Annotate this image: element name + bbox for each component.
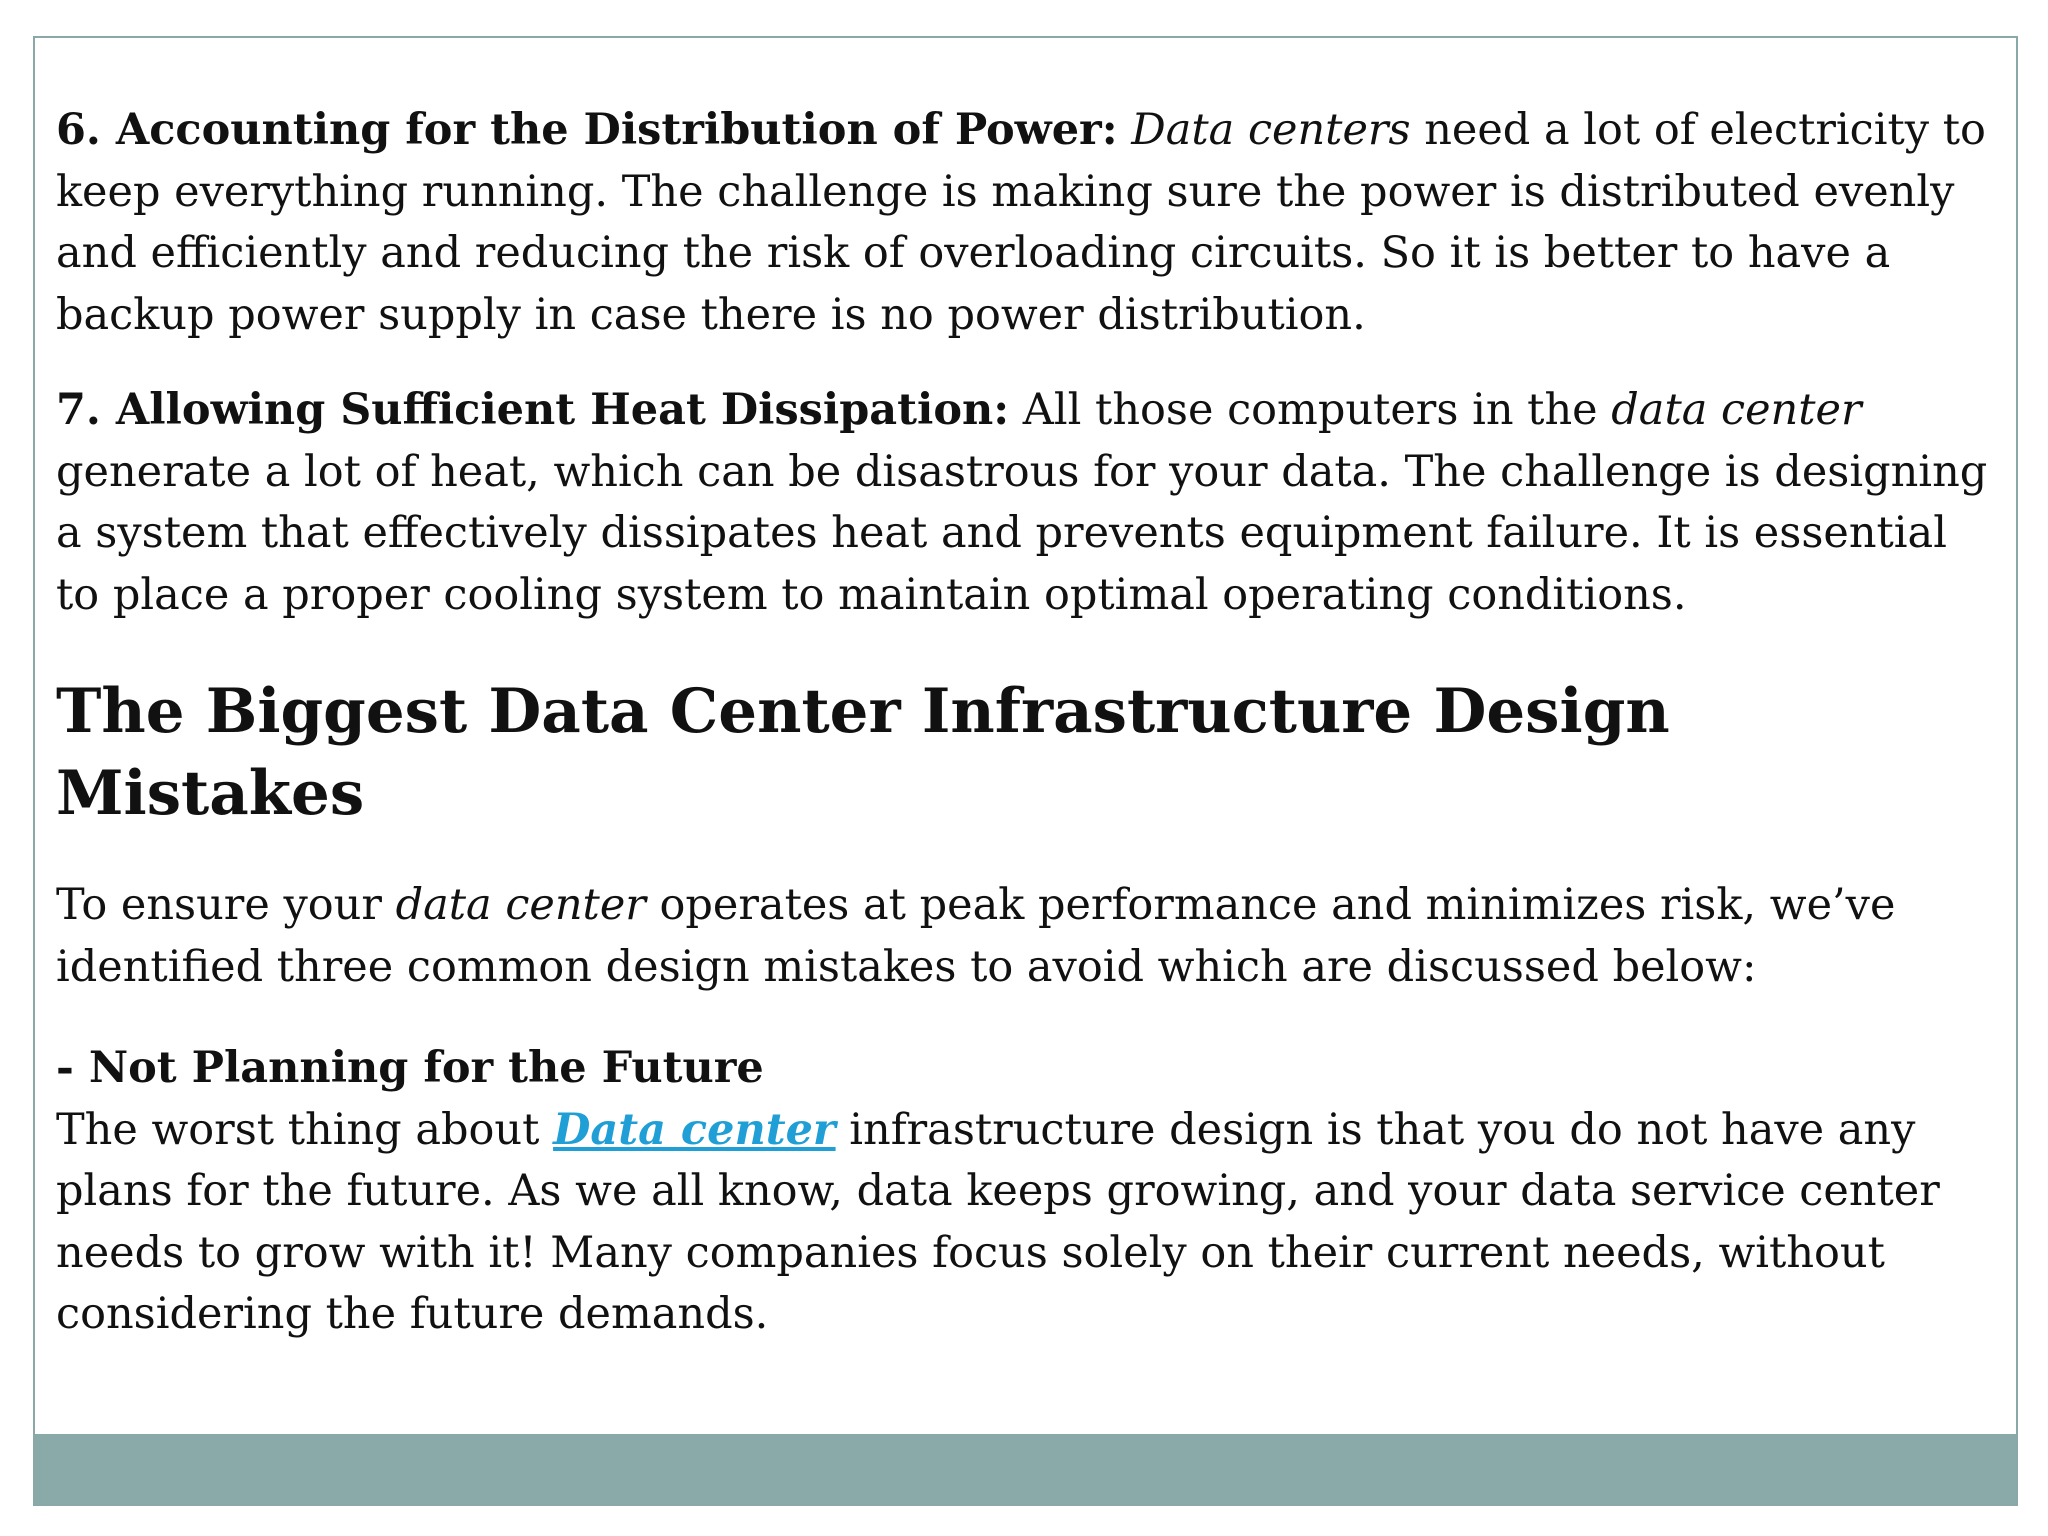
emphasis-data-center: data center: [1611, 385, 1862, 435]
emphasis-data-centers: Data centers: [1131, 105, 1411, 155]
heading-power-distribution: 6. Accounting for the Distribution of Power:: [56, 105, 1118, 155]
text-heat-dissipation: generate a lot of heat, which can be disastrous for your data. The challenge is designing a system that effectively dissipates heat and prevents equipment failure. It is essential to place a proper cooling system to maintain optimal operating conditions.: [56, 446, 1988, 620]
mistake-before: The worst thing about: [56, 1104, 554, 1155]
text-heat-before: All those computers in the: [1009, 385, 1612, 435]
intro-after: operates at peak performance and minimizes risk, we’ve identified three common design mistakes to avoid which are discussed below:: [56, 880, 1896, 992]
text-power-distribution: need a lot of electricity to keep everything running. The challenge is making sure the power is distributed evenly and efficiently and reducing the risk of overloading circuits. So it is better to have a backup power supply in case there is no power distribution.: [56, 105, 1986, 340]
slide-frame: [33, 36, 2018, 1506]
paragraph-heat-dissipation: [56, 380, 1996, 626]
intro-before: To ensure your: [56, 880, 396, 930]
data-center-link[interactable]: Data center: [553, 1104, 836, 1155]
paragraph-intro: [56, 875, 1996, 998]
main-heading: The Biggest Data Center Infrastructure Design Mistakes: [56, 676, 1670, 829]
footer-bar: [35, 1434, 2016, 1504]
paragraph-power-distribution: [56, 100, 1996, 346]
mistake-after: infrastructure design is that you do not have any plans for the future. As we all know, data keeps growing, and your data service center needs to grow with it! Many companies focus solely on their current needs, without considering the future demands.: [56, 1104, 1940, 1339]
slide-content: [56, 100, 1996, 1346]
mistake-title: - Not Planning for the Future: [56, 1043, 764, 1093]
intro-emphasis: data center: [395, 880, 646, 930]
heading-heat-dissipation: 7. Allowing Sufficient Heat Dissipation:: [56, 385, 1010, 435]
paragraph-mistake-future: [56, 1038, 1996, 1346]
